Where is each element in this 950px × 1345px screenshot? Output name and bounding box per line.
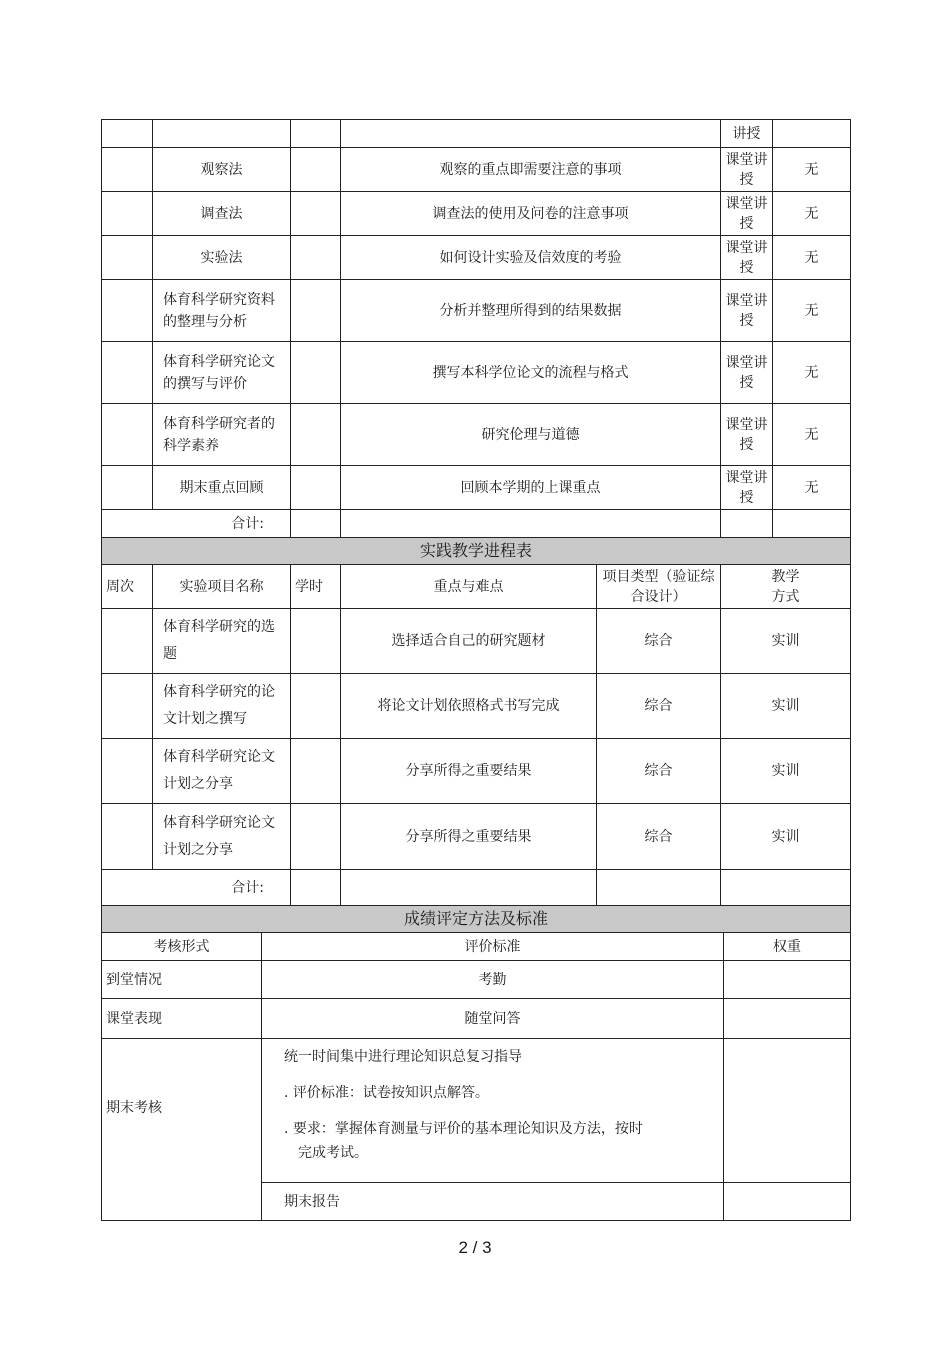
project-focus: 分享所得之重要结果 bbox=[341, 804, 597, 870]
table-row bbox=[102, 674, 851, 739]
section-title: 成绩评定方法及标准 bbox=[102, 906, 851, 933]
teaching-method-cell: 讲授 bbox=[721, 120, 773, 148]
section-title: 实践教学进程表 bbox=[102, 538, 851, 565]
project-name: 体育科学研究的论文计划之撰写 bbox=[153, 674, 291, 739]
topic-name: 调查法 bbox=[153, 192, 291, 236]
page-number: 2 / 3 bbox=[458, 1238, 492, 1257]
project-method: 实训 bbox=[721, 674, 851, 739]
table-row bbox=[102, 961, 851, 999]
topic-focus: 观察的重点即需要注意的事项 bbox=[341, 148, 721, 192]
experiment-cell: 无 bbox=[773, 148, 851, 192]
teaching-method-cell: 课堂讲授 bbox=[721, 192, 773, 236]
experiment-cell: 无 bbox=[773, 192, 851, 236]
table-row bbox=[102, 999, 851, 1039]
column-header: 教学方式 bbox=[721, 565, 851, 609]
project-focus: 选择适合自己的研究题材 bbox=[341, 609, 597, 674]
topic-name: 体育科学研究论文的撰写与评价 bbox=[153, 342, 291, 404]
topic-name: 期末重点回顾 bbox=[153, 466, 291, 510]
final-exam-line-part: . 要求：掌握体育测量与评价的基本理论知识及方法，按时 bbox=[284, 1121, 643, 1137]
project-focus: 将论文计划依照格式书写完成 bbox=[341, 674, 597, 739]
topic-name: 实验法 bbox=[153, 236, 291, 280]
column-header: 实验项目名称 bbox=[153, 565, 291, 609]
experiment-cell: 无 bbox=[773, 280, 851, 342]
table-row bbox=[102, 148, 851, 192]
assessment-standard: 考勤 bbox=[262, 961, 724, 999]
experiment-cell: 无 bbox=[773, 236, 851, 280]
topic-name: 观察法 bbox=[153, 148, 291, 192]
experiment-cell: 无 bbox=[773, 466, 851, 510]
column-header: 权重 bbox=[724, 933, 851, 961]
assessment-form: 到堂情况 bbox=[102, 961, 262, 999]
section-title-row bbox=[102, 906, 851, 933]
final-exam-line: . 评价标准：试卷按知识点解答。 bbox=[284, 1085, 489, 1101]
topic-focus: 回顾本学期的上课重点 bbox=[341, 466, 721, 510]
table-row bbox=[102, 120, 851, 148]
project-name: 体育科学研究的选题 bbox=[153, 609, 291, 674]
table-row bbox=[102, 1039, 851, 1183]
topic-focus: 撰写本科学位论文的流程与格式 bbox=[341, 342, 721, 404]
section-title-row bbox=[102, 538, 851, 565]
project-method: 实训 bbox=[721, 609, 851, 674]
total-label: 合计: bbox=[102, 510, 291, 538]
column-header: 重点与难点 bbox=[341, 565, 597, 609]
teaching-method-cell: 课堂讲授 bbox=[721, 280, 773, 342]
final-exam-line: 统一时间集中进行理论知识总复习指导 bbox=[284, 1049, 522, 1065]
project-name: 体育科学研究论文计划之分享 bbox=[153, 739, 291, 804]
final-report: 期末报告 bbox=[262, 1183, 724, 1221]
project-name: 体育科学研究论文计划之分享 bbox=[153, 804, 291, 870]
project-method: 实训 bbox=[721, 739, 851, 804]
table-row bbox=[102, 236, 851, 280]
topic-focus: 调查法的使用及问卷的注意事项 bbox=[341, 192, 721, 236]
course-document bbox=[101, 119, 850, 1221]
experiment-cell: 无 bbox=[773, 342, 851, 404]
project-type: 综合 bbox=[597, 739, 721, 804]
assessment-form: 课堂表现 bbox=[102, 999, 262, 1039]
project-type: 综合 bbox=[597, 804, 721, 870]
final-exam-line-part: 完成考试。 bbox=[298, 1145, 368, 1161]
table-row bbox=[102, 739, 851, 804]
teaching-method-cell: 课堂讲授 bbox=[721, 342, 773, 404]
table-row bbox=[102, 804, 851, 870]
teaching-method-cell: 课堂讲授 bbox=[721, 466, 773, 510]
column-header: 项目类型（验证综合设计） bbox=[597, 565, 721, 609]
table-row bbox=[102, 192, 851, 236]
topic-name: 体育科学研究资料的整理与分析 bbox=[153, 280, 291, 342]
theory-schedule-table bbox=[101, 119, 851, 538]
table-row bbox=[102, 280, 851, 342]
final-exam-line bbox=[266, 1111, 719, 1171]
experiment-cell: 无 bbox=[773, 404, 851, 466]
project-method: 实训 bbox=[721, 804, 851, 870]
total-row bbox=[102, 870, 851, 906]
final-exam-standard bbox=[262, 1039, 724, 1183]
project-focus: 分享所得之重要结果 bbox=[341, 739, 597, 804]
assessment-standard: 随堂问答 bbox=[262, 999, 724, 1039]
assessment-form: 期末考核 bbox=[102, 1039, 262, 1221]
total-label: 合计: bbox=[102, 870, 291, 906]
topic-focus: 如何设计实验及信效度的考验 bbox=[341, 236, 721, 280]
total-row bbox=[102, 510, 851, 538]
table-row bbox=[102, 466, 851, 510]
teaching-method-cell: 课堂讲授 bbox=[721, 236, 773, 280]
grading-table bbox=[101, 905, 851, 1221]
topic-focus: 研究伦理与道德 bbox=[341, 404, 721, 466]
header-row bbox=[102, 933, 851, 961]
topic-focus: 分析并整理所得到的结果数据 bbox=[341, 280, 721, 342]
practice-schedule-table bbox=[101, 537, 851, 906]
column-header: 考核形式 bbox=[102, 933, 262, 961]
table-row bbox=[102, 609, 851, 674]
project-type: 综合 bbox=[597, 609, 721, 674]
header-row bbox=[102, 565, 851, 609]
table-row bbox=[102, 342, 851, 404]
column-header: 学时 bbox=[291, 565, 341, 609]
project-type: 综合 bbox=[597, 674, 721, 739]
teaching-method-cell: 课堂讲授 bbox=[721, 404, 773, 466]
column-header: 周次 bbox=[102, 565, 153, 609]
column-header: 评价标准 bbox=[262, 933, 724, 961]
teaching-method-cell: 课堂讲授 bbox=[721, 148, 773, 192]
table-row bbox=[102, 404, 851, 466]
topic-name: 体育科学研究者的科学素养 bbox=[153, 404, 291, 466]
